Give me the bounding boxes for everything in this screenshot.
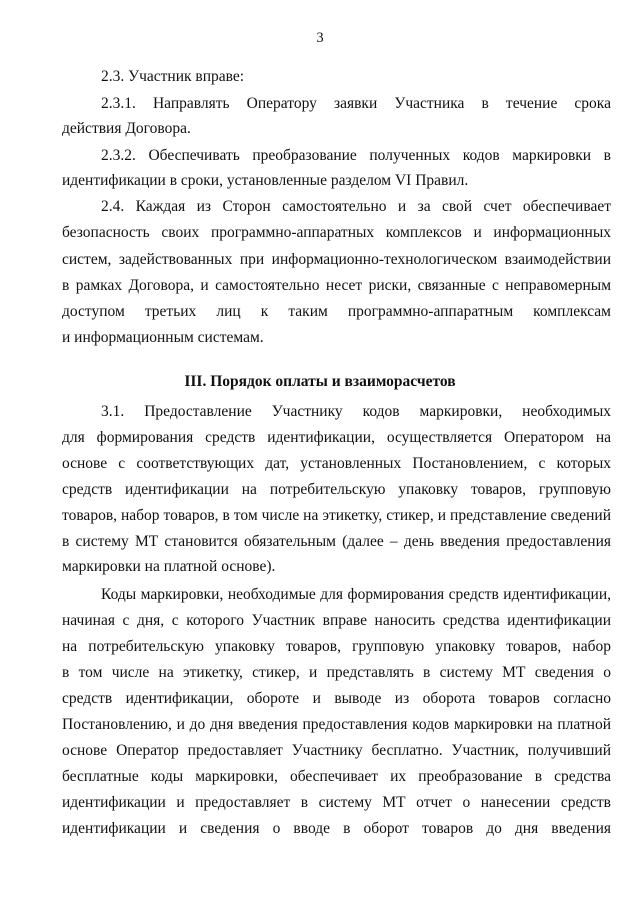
text-line: средств идентификации, обороте и выводе из оборота товаров согласно	[62, 690, 611, 707]
text-line: действия Договора.	[62, 120, 191, 137]
text-line: основе Оператор предоставляет Участнику бесплатно. Участник, получивший	[62, 742, 611, 759]
text-line: 2.3.2. Обеспечивать преобразование полученных кодов маркировки в	[101, 147, 611, 164]
text-line: товаров, набор товаров, в том числе на этикетку, стикер, и представление сведений	[62, 507, 611, 524]
text-line: Постановлению, и до дня введения предоставления кодов маркировки на платной	[62, 716, 611, 733]
text-line: в том числе на этикетку, стикер, и представлять в систему МТ сведения о	[62, 664, 611, 681]
text-line: 2.3. Участник вправе:	[101, 68, 245, 85]
text-line: в рамках Договора, и самостоятельно несет риски, связанные с неправомерным	[62, 277, 611, 294]
text-line: 2.3.1. Направлять Оператору заявки Участника в течение срока	[101, 95, 611, 112]
text-line: безопасность своих программно-аппаратных комплексов и информационных	[62, 224, 611, 241]
text-line: средств идентификации на потребительскую упаковку товаров, групповую	[62, 481, 611, 498]
text-line: идентификации и сведения о вводе в оборот товаров до дня введения	[62, 820, 611, 837]
text-line: на потребительскую упаковку товаров, групповую упаковку товаров, набор	[62, 638, 611, 655]
text-line: в систему МТ становится обязательным (далее – день введения предоставления	[62, 533, 611, 550]
page-number: 3	[316, 30, 324, 46]
text-line: для формирования средств идентификации, осуществляется Оператором на	[62, 429, 611, 446]
text-line: идентификации в сроки, установленные разделом VI Правил.	[62, 172, 469, 189]
text-line: основе с соответствующих дат, установленных Постановлением, с которых	[62, 455, 611, 472]
text-line: доступом третьих лиц к таким программно-аппаратным комплексам	[62, 303, 611, 320]
text-line: и информационным системам.	[62, 329, 264, 346]
text-line: 3.1. Предоставление Участнику кодов маркировки, необходимых	[101, 403, 611, 420]
text-line: Коды маркировки, необходимые для формирования средств идентификации,	[101, 586, 611, 603]
text-line: маркировки на платной основе).	[62, 558, 276, 575]
text-line: идентификации и предоставляет в систему МТ отчет о нанесении средств	[62, 794, 611, 811]
text-line: 2.4. Каждая из Сторон самостоятельно и за свой счет обеспечивает	[101, 198, 611, 215]
text-line: бесплатные коды маркировки, обеспечивает их преобразование в средства	[62, 768, 611, 785]
section-heading: III. Порядок оплаты и взаиморасчетов	[184, 373, 456, 390]
text-line: начиная с дня, с которого Участник вправе наносить средства идентификации	[62, 612, 611, 629]
text-line: систем, задействованных при информационно-технологическом взаимодействии	[62, 251, 611, 268]
